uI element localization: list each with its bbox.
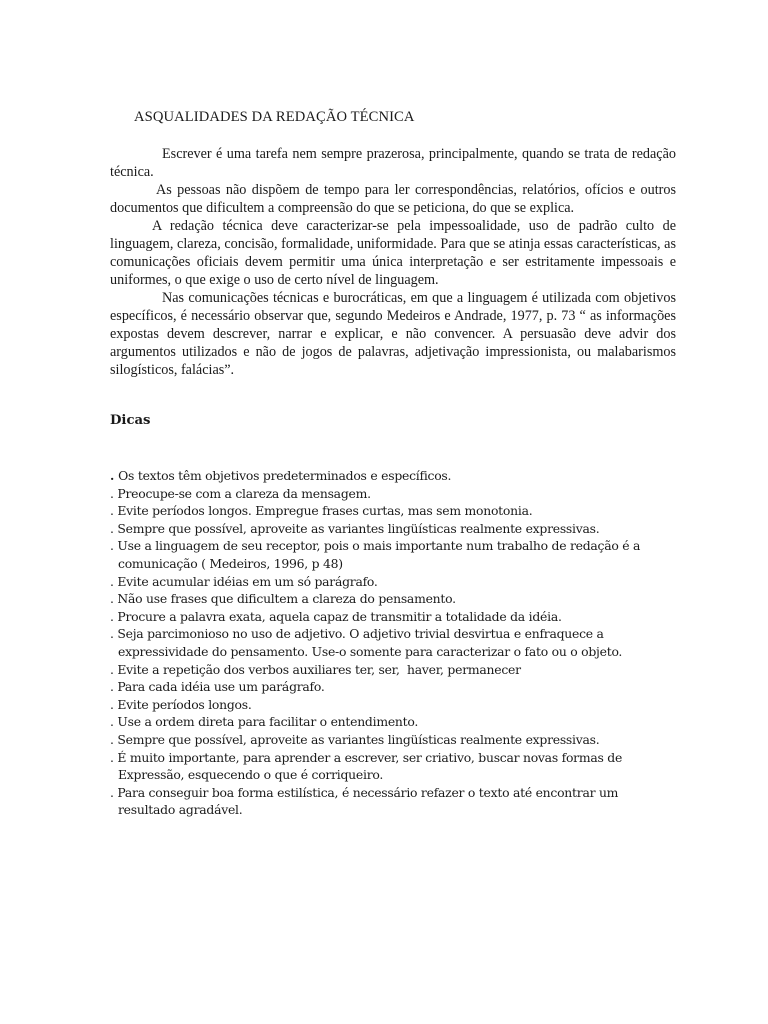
tip-item — [110, 696, 670, 714]
tip-bullet: . — [110, 714, 118, 730]
tip-text: Evite a repetição dos verbos auxiliares ter, ser, haver, permanecer — [117, 661, 521, 677]
paragraph-text: Nas comunicações técnicas e burocráticas, em que a linguagem é utilizada com objetivos específicos, é necessário observar que, segundo Medeiros e Andrade, 1977, p. 73 “ as informações expostas devem descrever, narrar e explicar, e não convencer. A persuasão deve advir dos argumentos utilizados e não de jogos de palavras, adjetivação impressionista, ou malabarismos silogísticos, falácias”. — [110, 290, 676, 378]
tip-item — [110, 573, 670, 591]
tip-item — [110, 749, 670, 767]
tip-item — [110, 485, 670, 503]
paragraph-3 — [110, 217, 676, 289]
tip-text: Para conseguir boa forma estilística, é necessário refazer o texto até encontrar um — [117, 784, 619, 800]
tip-text: Seja parcimonioso no uso de adjetivo. O adjetivo trivial desvirtua e enfraquece a — [117, 626, 604, 642]
paragraph-2 — [110, 181, 676, 217]
tip-text: Expressão, esquecendo o que é corriqueiro. — [118, 767, 384, 783]
tip-item — [110, 502, 670, 520]
tip-bullet: . — [110, 573, 118, 589]
tip-bullet: . — [110, 608, 118, 624]
tips-heading: Dicas — [110, 413, 151, 428]
tip-text: Evite períodos longos. Empregue frases curtas, mas sem monotonia. — [117, 503, 533, 519]
tip-item — [110, 731, 670, 749]
tip-text: Sempre que possível, aproveite as variantes lingüísticas realmente expressivas. — [117, 520, 600, 536]
page-title: ASQUALIDADES DA REDAÇÃO TÉCNICA — [134, 109, 415, 125]
tip-item — [110, 784, 670, 802]
tip-item — [110, 678, 670, 696]
tip-bullet: . — [110, 520, 118, 536]
paragraph-text: A redação técnica deve caracterizar-se pela impessoalidade, uso de padrão culto de linguagem, clareza, concisão, formalidade, uniformidade. Para que se atinja essas características, as comunicações oficiais devem permitir uma única interpretação e ser estritamente impessoais e uniformes, o que exige o uso de certo nível de linguagem. — [110, 218, 676, 288]
tip-item — [110, 661, 670, 679]
tip-text: É muito importante, para aprender a escrever, ser criativo, buscar novas formas de — [117, 749, 623, 765]
tip-bullet: . — [110, 538, 118, 554]
tip-bullet: . — [110, 679, 118, 695]
tip-item-continuation — [110, 555, 670, 573]
tips-list — [110, 467, 670, 819]
tip-text: Use a ordem direta para facilitar o entendimento. — [117, 714, 419, 730]
tip-bullet: . — [110, 626, 118, 642]
paragraph-text: As pessoas não dispõem de tempo para ler correspondências, relatórios, ofícios e outros documentos que dificultem a compreensão do que se peticiona, do que se explica. — [110, 182, 676, 216]
tip-bullet: . — [110, 591, 118, 607]
paragraph-text: Escrever é uma tarefa nem sempre prazerosa, principalmente, quando se trata de redação técnica. — [110, 146, 676, 180]
tip-text: comunicação ( Medeiros, 1996, p 48) — [118, 555, 343, 571]
body-text — [110, 145, 676, 379]
tip-text: resultado agradável. — [118, 802, 243, 818]
tip-item-continuation — [110, 801, 670, 819]
tip-item-continuation — [110, 643, 670, 661]
paragraph-1 — [110, 145, 676, 181]
tip-item — [110, 625, 670, 643]
tip-text: Para cada idéia use um parágrafo. — [117, 679, 325, 695]
tip-item — [110, 608, 670, 626]
tip-bullet: . — [110, 503, 118, 519]
tip-item — [110, 590, 670, 608]
tip-text: Sempre que possível, aproveite as variantes lingüísticas realmente expressivas. — [117, 731, 600, 747]
tip-bullet: . — [110, 485, 118, 501]
tip-bullet: . — [110, 661, 118, 677]
tip-text: Os textos têm objetivos predeterminados e específicos. — [118, 468, 452, 483]
tip-text: Preocupe-se com a clareza da mensagem. — [117, 485, 371, 501]
tip-text: Evite acumular idéias em um só parágrafo. — [117, 573, 378, 589]
tip-bullet: . — [110, 468, 119, 483]
tip-item — [110, 537, 670, 555]
tip-text: Evite períodos longos. — [117, 696, 252, 712]
tip-item — [110, 467, 670, 485]
tip-text: expressividade do pensamento. Use-o somente para caracterizar o fato ou o objeto. — [118, 643, 623, 659]
tip-bullet: . — [110, 784, 118, 800]
paragraph-4 — [110, 289, 676, 379]
tip-bullet: . — [110, 731, 118, 747]
tip-bullet: . — [110, 696, 118, 712]
tip-text: Procure a palavra exata, aquela capaz de transmitir a totalidade da idéia. — [117, 608, 562, 624]
tip-text: Use a linguagem de seu receptor, pois o mais importante num trabalho de redação é a — [117, 538, 641, 554]
tip-item — [110, 520, 670, 538]
tip-item-continuation — [110, 766, 670, 784]
tip-item — [110, 713, 670, 731]
tip-text: Não use frases que dificultem a clareza do pensamento. — [117, 591, 456, 607]
tip-bullet: . — [110, 749, 118, 765]
